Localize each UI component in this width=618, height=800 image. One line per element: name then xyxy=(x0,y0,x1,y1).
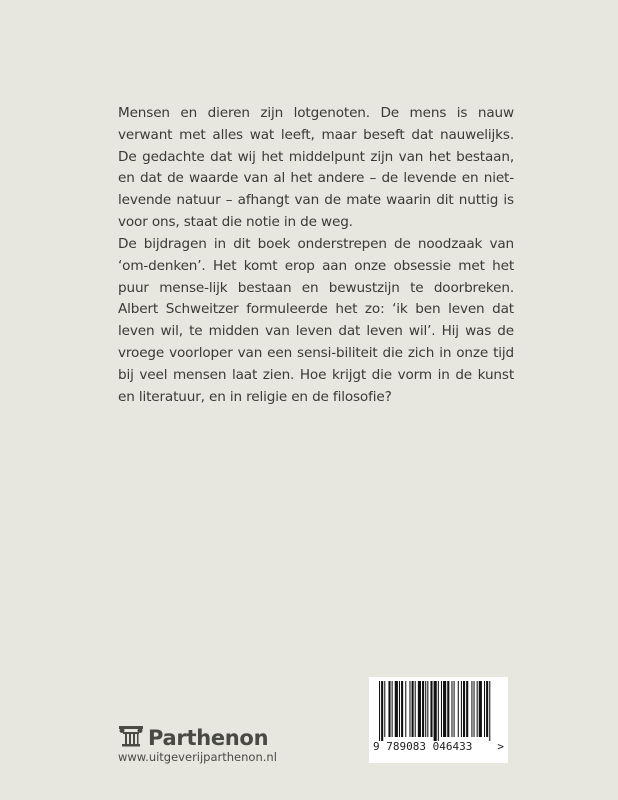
barcode-bar xyxy=(425,681,426,737)
barcode-bar xyxy=(471,681,472,737)
barcode-bar xyxy=(427,681,428,737)
isbn-number xyxy=(369,740,508,753)
publisher-website: www.uitgeverijparthenon.nl xyxy=(118,750,277,764)
barcode-bar xyxy=(384,681,385,737)
barcode-bar xyxy=(438,681,439,741)
barcode-bar xyxy=(422,681,424,737)
barcode-bar xyxy=(418,681,421,737)
barcode-bar xyxy=(474,681,475,737)
blurb-paragraph-1: Mensen en dieren zijn lotgenoten. De mens is nauw verwant met alles wat leeft, maar beseft dat nauwelijks. De gedachte dat wij het middelpunt zijn van het bestaan, en dat de waarde van al het andere – de levende en niet-levende natuur – afhangt van de mate waarin dit nuttig is voor ons, staat die notie in de weg. xyxy=(118,105,514,230)
barcode-bar xyxy=(392,681,393,737)
isbn-barcode xyxy=(369,677,508,763)
barcode-bar xyxy=(412,681,414,737)
barcode-bar xyxy=(447,681,449,737)
barcode-bar xyxy=(401,681,403,737)
barcode-bar xyxy=(395,681,398,737)
publisher-name: Parthenon xyxy=(148,726,269,750)
barcode-bar xyxy=(486,681,488,737)
barcode-bar xyxy=(461,681,462,737)
isbn-digits: 9 789083 046433 xyxy=(373,740,473,753)
barcode-bar xyxy=(463,681,465,737)
barcode-bar xyxy=(381,681,383,741)
barcode-bar xyxy=(399,681,400,737)
barcode-bar xyxy=(451,681,452,737)
barcode-bar xyxy=(379,681,380,741)
barcode-bar xyxy=(477,681,478,737)
barcode-bar xyxy=(441,681,442,737)
barcode-bar xyxy=(434,681,437,741)
barcode-bar xyxy=(454,681,455,737)
barcode-bar xyxy=(484,681,485,737)
barcode-bar xyxy=(466,681,468,737)
barcode-bar xyxy=(443,681,446,737)
barcode-bar xyxy=(388,681,390,737)
publisher-logo xyxy=(118,725,268,751)
barcode-bar xyxy=(430,681,432,737)
barcode-bar xyxy=(409,681,410,737)
barcode-bar xyxy=(479,681,482,737)
barcode-bar xyxy=(458,681,459,737)
barcode-bar xyxy=(405,681,406,737)
barcode-arrow: > xyxy=(497,740,504,753)
blurb-paragraph-2: De bijdragen in dit boek onderstrepen de noodzaak van ‘om-denken’. Het komt erop aan onze obsessie met het puur mense-lijk bestaan en bewustzijn te doorbreken. Albert Schweitzer formuleerde het zo: ‘ik ben leven dat leven wil, te midden van leven dat leven wil’. Hij was de vroege voorloper van een sensi-biliteit die zich in onze tijd bij veel mensen laat zien. Hoe krijgt die vorm in de kunst en literatuur, en in religie en de filosofie? xyxy=(118,236,514,405)
barcode-bar xyxy=(415,681,416,737)
column-icon xyxy=(118,725,144,751)
barcode-bar xyxy=(489,681,490,741)
